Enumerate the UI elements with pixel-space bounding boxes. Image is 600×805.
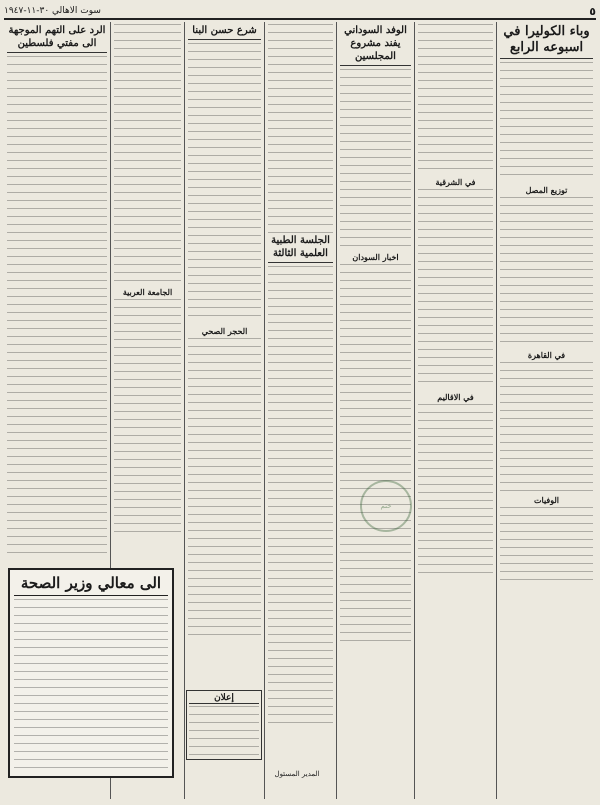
column-assembly (264, 22, 336, 799)
article-body-lines (418, 189, 493, 389)
article-body-lines (7, 56, 107, 556)
subhead-deaths: الوفيات (534, 495, 559, 505)
box-headline: الى معالي وزير الصحة (14, 574, 168, 596)
headline-assembly: الجلسة الطبية العلمية الثالثة (268, 234, 333, 263)
article-body-lines (114, 299, 181, 539)
headline-sudanese-delegation: الوفد السوداني يفند مشروع المجلسين (340, 24, 411, 66)
article-body-lines (500, 507, 593, 587)
article-body-lines (340, 264, 411, 644)
article-body-lines (188, 43, 261, 323)
article-body-lines (500, 362, 593, 492)
article-body-lines (500, 62, 593, 182)
headline-public-opinion: شرع حسن البنا (188, 24, 261, 40)
subhead-sudan-news: اخبار السودان (352, 252, 399, 262)
column-public-opinion (184, 22, 264, 799)
article-body-lines (418, 404, 493, 574)
notice-title: إعلان (189, 693, 259, 704)
article-body-lines (268, 24, 333, 234)
subhead-vaccination: توزيع المصل (525, 185, 568, 195)
column-cholera-continued (414, 22, 496, 799)
article-body-lines (500, 197, 593, 347)
article-body-lines (418, 24, 493, 174)
notice-box (186, 690, 262, 760)
headline-palestine: الرد على التهم الموجهة الى مفتي فلسطين (7, 24, 107, 53)
page-number: ٥ (589, 4, 596, 18)
article-body-lines (114, 24, 181, 284)
box-body-lines (14, 599, 168, 769)
article-body-lines (268, 266, 333, 726)
footer-caption: المدير المسئول (274, 770, 320, 778)
subhead-in-sharqia: في الشرقية (435, 177, 476, 187)
faded-stamp: ختم (360, 480, 412, 532)
subhead-in-capital: في القاهرة (527, 350, 566, 360)
notice-body-lines (189, 706, 259, 758)
subhead-in-provinces: في الاقاليم (437, 392, 474, 402)
subhead-arab-league: الجامعة العربية (122, 287, 173, 297)
column-cholera (496, 22, 596, 799)
headline-cholera: وباء الكوليرا في اسبوعه الرابع (500, 24, 593, 59)
column-sudan (336, 22, 414, 799)
subhead-quarantine: الحجر الصحي (201, 326, 248, 336)
date-line: سوت الاهالي ٣٠-١١-١٩٤٧ (4, 6, 101, 16)
article-body-lines (188, 338, 261, 638)
masthead-bar (4, 4, 596, 20)
health-minister-box (8, 568, 174, 778)
article-body-lines (340, 69, 411, 249)
